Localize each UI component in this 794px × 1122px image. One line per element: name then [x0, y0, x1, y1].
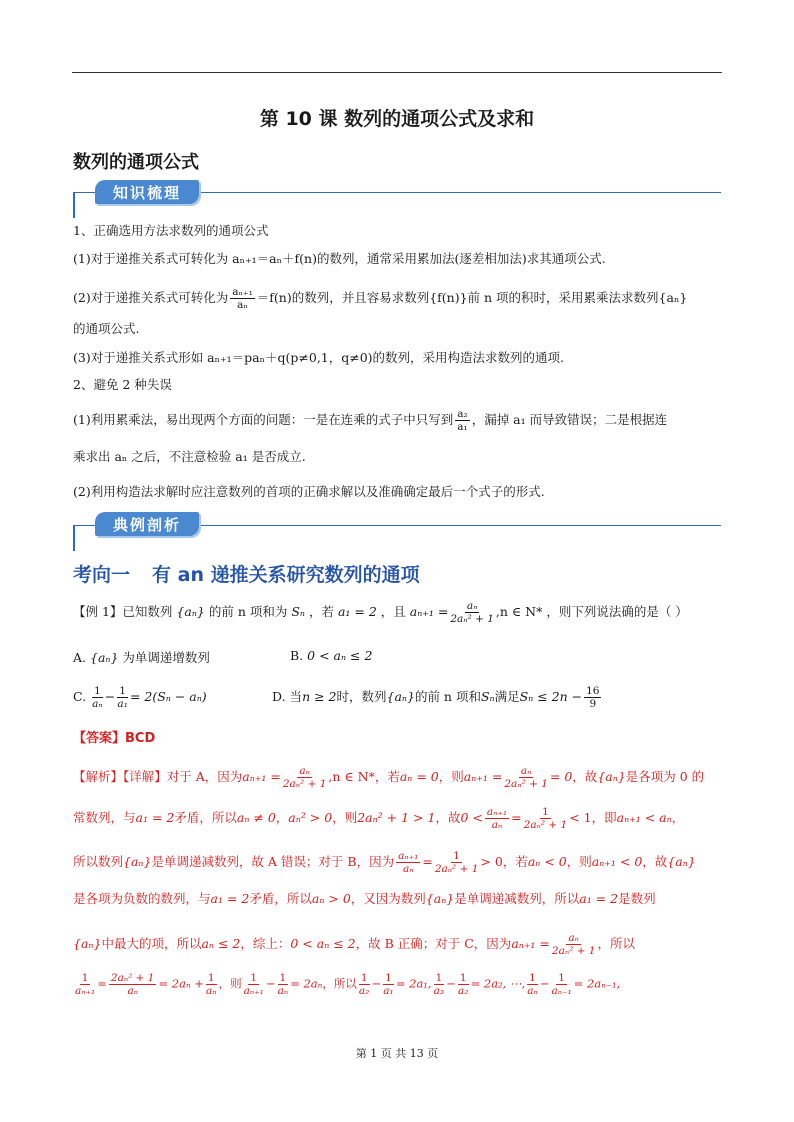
point-6: 2、避免 2 种失误	[73, 377, 172, 392]
fraction: $\frac{1}{\text{aₙ₋₁}}$	[551, 972, 572, 997]
section-rule-tick	[73, 525, 75, 551]
banner-examples: 典例剖析	[95, 512, 199, 536]
solution-line-4: 是各项为负数的数列，与a₁ = 2矛盾，所以aₙ > 0，又因为数列{aₙ}是单调递减数列，所以a₁ = 2是数列	[73, 891, 656, 906]
point-1: 1、正确选用方法求数列的通项公式	[73, 223, 269, 238]
section-rule-tick	[73, 192, 75, 218]
fraction: $\frac{\text{aₙ}}{\text{2aₙ² + 1}}$	[551, 932, 596, 957]
point-9: (2)利用构造法求解时应注意数列的首项的正确求解以及准确确定最后一个式子的形式.	[73, 484, 545, 499]
point-2: (1)对于递推关系式可转化为 aₙ₊₁＝aₙ＋f(n)的数列，通常采用累加法(逐差相加法)求其通项公式.	[73, 251, 606, 266]
fraction: $\frac{1}{\text{a₂}}$	[458, 972, 469, 997]
fraction: $\frac{1}{\text{aₙ}}$	[92, 685, 103, 710]
point-5: (3)对于递推关系式形如 aₙ₊₁＝paₙ＋q(p≠0,1，q≠0)的数列，采用构造法求数列的通项.	[73, 350, 565, 365]
option-b: B. 0 < aₙ ≤ 2	[290, 648, 373, 663]
example-question: 【例 1】已知数列 {aₙ} 的前 n 项和为 Sₙ ，若 a₁ = 2 ，且 aₙ₊₁ = $\frac{\text{aₙ}}{\text{2aₙ² + 1}}$ ,n ∈ N* ，则下列说法确的是（ ）	[73, 600, 688, 625]
fraction: $\frac{1}{\text{2aₙ² + 1}}$	[434, 850, 479, 875]
solution-line-6: $\frac{1}{\text{aₙ₊₁}}$ = $\frac{\text{2aₙ² + 1}}{\text{aₙ}}$ = 2aₙ + $\frac{1}{\text{aₙ}}$ ，则 $\frac{1}{\text{aₙ₊₁}}$ − $\frac{1}{\text{aₙ}}$ = 2aₙ，所以 $\frac{1}{\text{a₂}}$ − $\frac{1}{\text{a₁}}$ = 2a₁, $\frac{1}{\text{a₃}}$ − $\frac{1}{\text{a₂}}$ = 2a₂, ⋯, $\frac{1}{\text{aₙ}}$ − $\frac{1}{\text{aₙ₋₁}}$ = 2aₙ₋₁,	[75, 972, 621, 997]
fraction: $\frac{1}{\text{aₙ}}$	[277, 972, 289, 997]
fraction: $\frac{1}{\text{a₂}}$	[358, 972, 370, 997]
banner-knowledge: 知识梳理	[95, 180, 199, 204]
fraction: $\frac{1}{\text{2aₙ² + 1}}$	[523, 806, 568, 831]
fraction: $\frac{1}{\text{aₙ}}$	[205, 972, 217, 997]
fraction: $\frac{\text{aₙ}}{\text{2aₙ² + 1}}$	[504, 765, 548, 790]
option-c: C. $\frac{1}{\text{aₙ}}$ − $\frac{1}{\text{a₁}}$ = 2(Sₙ − aₙ)	[73, 685, 207, 710]
section-heading: 数列的通项公式	[73, 152, 199, 173]
solution-line-3: 所以数列{aₙ}是单调递减数列，故 A 错误；对于 B，因为 $\frac{\text{aₙ₊₁}}{\text{aₙ}}$ = $\frac{1}{\text{2aₙ² + 1}}$ > 0，若aₙ < 0，则aₙ₊₁ < 0，故{aₙ}	[73, 850, 696, 875]
solution-line-5: {aₙ}中最大的项，所以aₙ ≤ 2，综上：0 < aₙ ≤ 2，故 B 正确；对于 C，因为aₙ₊₁ = $\frac{\text{aₙ}}{\text{2aₙ² + 1}}$ ，所以	[73, 932, 635, 957]
point-3: (2)对于递推关系式可转化为 $\frac{\text{aₙ₊₁}}{\text{aₙ}}$ ＝f(n)的数列，并且容易求数列{f(n)}前 n 项的积时，采用累乘法求数列{aₙ}	[73, 286, 688, 311]
fraction: $\frac{1}{\text{aₙ₊₁}}$	[75, 972, 96, 997]
option-a: A. {aₙ} 为单调递增数列	[73, 650, 210, 665]
fraction: $\frac{1}{\text{a₁}}$	[383, 972, 394, 997]
solution-line-1: 【解析】【详解】对于 A，因为aₙ₊₁ = $\frac{\text{aₙ}}{\text{2aₙ² + 1}}$ ,n ∈ N*，若aₙ = 0，则aₙ₊₁ = $\frac{\text{aₙ}}{\text{2aₙ² + 1}}$ = 0，故{aₙ}是各项为 0 的	[73, 765, 705, 790]
point-8: 乘求出 aₙ 之后，不注意检验 a₁ 是否成立.	[73, 449, 306, 464]
page-footer: 第 1 页 共 13 页	[355, 1047, 439, 1060]
fraction: $\frac{1}{\text{a₃}}$	[433, 972, 445, 997]
topic-heading: 考向一 有 an 递推关系研究数列的通项	[73, 564, 420, 586]
point-4: 的通项公式.	[73, 321, 140, 336]
fraction: $\frac{\text{aₙ₊₁}}{\text{aₙ}}$	[486, 806, 508, 831]
answer: 【答案】BCD	[73, 731, 156, 746]
fraction: $\frac{1}{\text{aₙ₊₁}}$	[243, 972, 264, 997]
fraction: $\frac{\text{aₙ₊₁}}{\text{aₙ}}$	[232, 286, 253, 311]
header-rule	[72, 72, 722, 73]
fraction: $\frac{\text{aₙ}}{\text{2aₙ² + 1}}$	[282, 765, 327, 790]
fraction: $\frac{\text{aₙ₊₁}}{\text{aₙ}}$	[398, 850, 419, 875]
option-d: D. 当n ≥ 2时，数列{aₙ}的前 n 项和Sₙ满足Sₙ ≤ 2n − $\frac{16}{9}$	[272, 685, 600, 710]
point-7: (1)利用累乘法，易出现两个方面的问题：一是在连乘的式子中只写到 $\frac{\text{a₂}}{\text{a₁}}$ ，漏掉 a₁ 而导致错误；二是根据连	[73, 408, 668, 433]
fraction: $\frac{\text{aₙ}}{\text{2aₙ² + 1}}$	[450, 600, 494, 625]
fraction: $\frac{\text{a₂}}{\text{a₁}}$	[457, 408, 468, 433]
fraction: $\frac{1}{\text{aₙ}}$	[527, 972, 538, 997]
page-title: 第 10 课 数列的通项公式及求和	[259, 108, 535, 130]
fraction: $\frac{1}{\text{a₁}}$	[117, 685, 128, 710]
fraction: $\frac{\text{2aₙ² + 1}}{\text{aₙ}}$	[110, 972, 155, 997]
solution-line-2: 常数列，与a₁ = 2矛盾，所以aₙ ≠ 0，aₙ² > 0，则2aₙ² + 1 > 1，故0 < $\frac{\text{aₙ₊₁}}{\text{aₙ}}$ = $\frac{1}{\text{2aₙ² + 1}}$ < 1，即aₙ₊₁ < aₙ，	[73, 806, 685, 831]
fraction: $\frac{16}{9}$	[586, 685, 600, 710]
